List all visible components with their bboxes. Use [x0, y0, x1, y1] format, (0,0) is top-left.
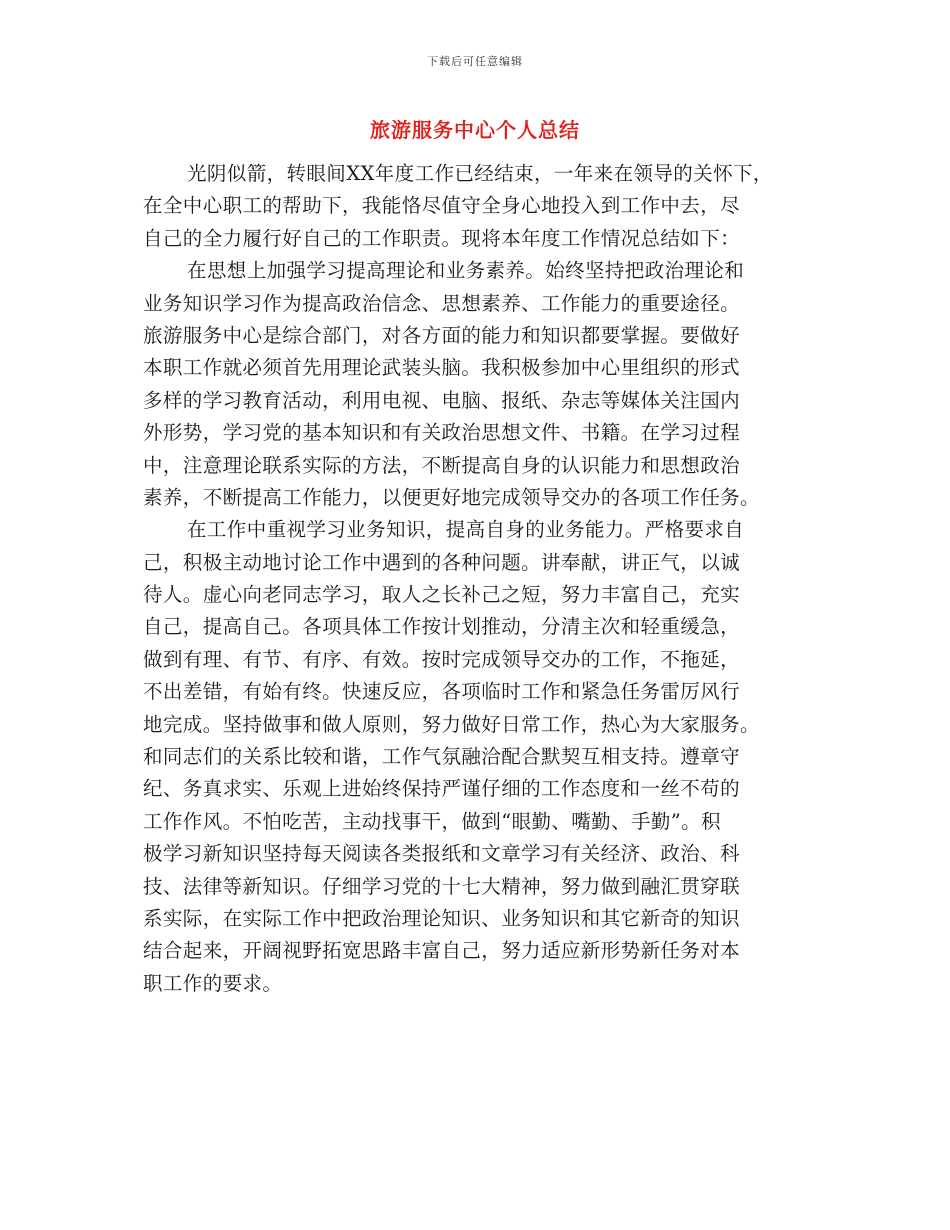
text-line: 己，积极主动地讨论工作中遇到的各种问题。讲奉献，讲正气，以诚 [143, 550, 741, 574]
text-line: 自己，提高自己。各项具体工作按计划推动，分清主次和轻重缓急， [143, 615, 741, 639]
text-line: 在工作中重视学习业务知识，提高自身的业务能力。严格要求自 [187, 518, 745, 542]
document-title: 旅游服务中心个人总结 [370, 118, 580, 142]
text-line: 待人。虚心向老同志学习，取人之长补己之短，努力丰富自己，充实 [143, 583, 741, 607]
text-line: 自己的全力履行好自己的工作职责。现将本年度工作情况总结如下： [143, 226, 741, 250]
text-line: 在思想上加强学习提高理论和业务素养。始终坚持把政治理论和 [187, 259, 745, 283]
text-line: 外形势，学习党的基本知识和有关政治思想文件、书籍。在学习过程 [143, 421, 741, 445]
text-line: 职工作的要求。 [143, 971, 283, 995]
text-line: 极学习新知识坚持每天阅读各类报纸和文章学习有关经济、政治、科 [143, 842, 741, 866]
text-line: 素养，不断提高工作能力，以便更好地完成领导交办的各项工作任务。 [143, 485, 760, 509]
text-line: 光阴似箭，转眼间XX年度工作已经结束，一年来在领导的关怀下， [187, 162, 773, 185]
text-line: 做到有理、有节、有序、有效。按时完成领导交办的工作，不拖延， [143, 647, 741, 671]
text-line: 技、法律等新知识。仔细学习党的十七大精神，努力做到融汇贯穿联 [143, 874, 741, 898]
text-line: 结合起来，开阔视野拓宽思路丰富自己，努力适应新形势新任务对本 [143, 939, 741, 963]
text-line: 多样的学习教育活动，利用电视、电脑、报纸、杂志等媒体关注国内 [143, 388, 741, 412]
header-note: 下载后可任意编辑 [427, 55, 523, 68]
text-line: 和同志们的关系比较和谐，工作气氛融洽配合默契互相支持。遵章守 [143, 745, 741, 769]
text-line: 在全中心职工的帮助下，我能恪尽值守全身心地投入到工作中去，尽 [143, 194, 741, 218]
text-line: 不出差错，有始有终。快速反应，各项临时工作和紧急任务雷厉风行 [143, 680, 741, 704]
document-body [143, 158, 823, 1000]
text-line: 旅游服务中心是综合部门，对各方面的能力和知识都要掌握。要做好 [143, 323, 741, 347]
text-line: 中，注意理论联系实际的方法，不断提高自身的认识能力和思想政治 [143, 453, 741, 477]
text-line: 业务知识学习作为提高政治信念、思想素养、工作能力的重要途径。 [143, 291, 741, 315]
text-line: 地完成。坚持做事和做人原则，努力做好日常工作，热心为大家服务。 [143, 712, 760, 736]
text-line: 本职工作就必须首先用理论武装头脑。我积极参加中心里组织的形式 [143, 356, 741, 380]
text-line: 纪、务真求实、乐观上进始终保持严谨仔细的工作态度和一丝不苟的 [143, 777, 741, 801]
text-line: 工作作风。不怕吃苦，主动找事干，做到“眼勤、嘴勤、手勤”。积 [143, 809, 721, 833]
text-line: 系实际，在实际工作中把政治理论知识、业务知识和其它新奇的知识 [143, 906, 741, 930]
